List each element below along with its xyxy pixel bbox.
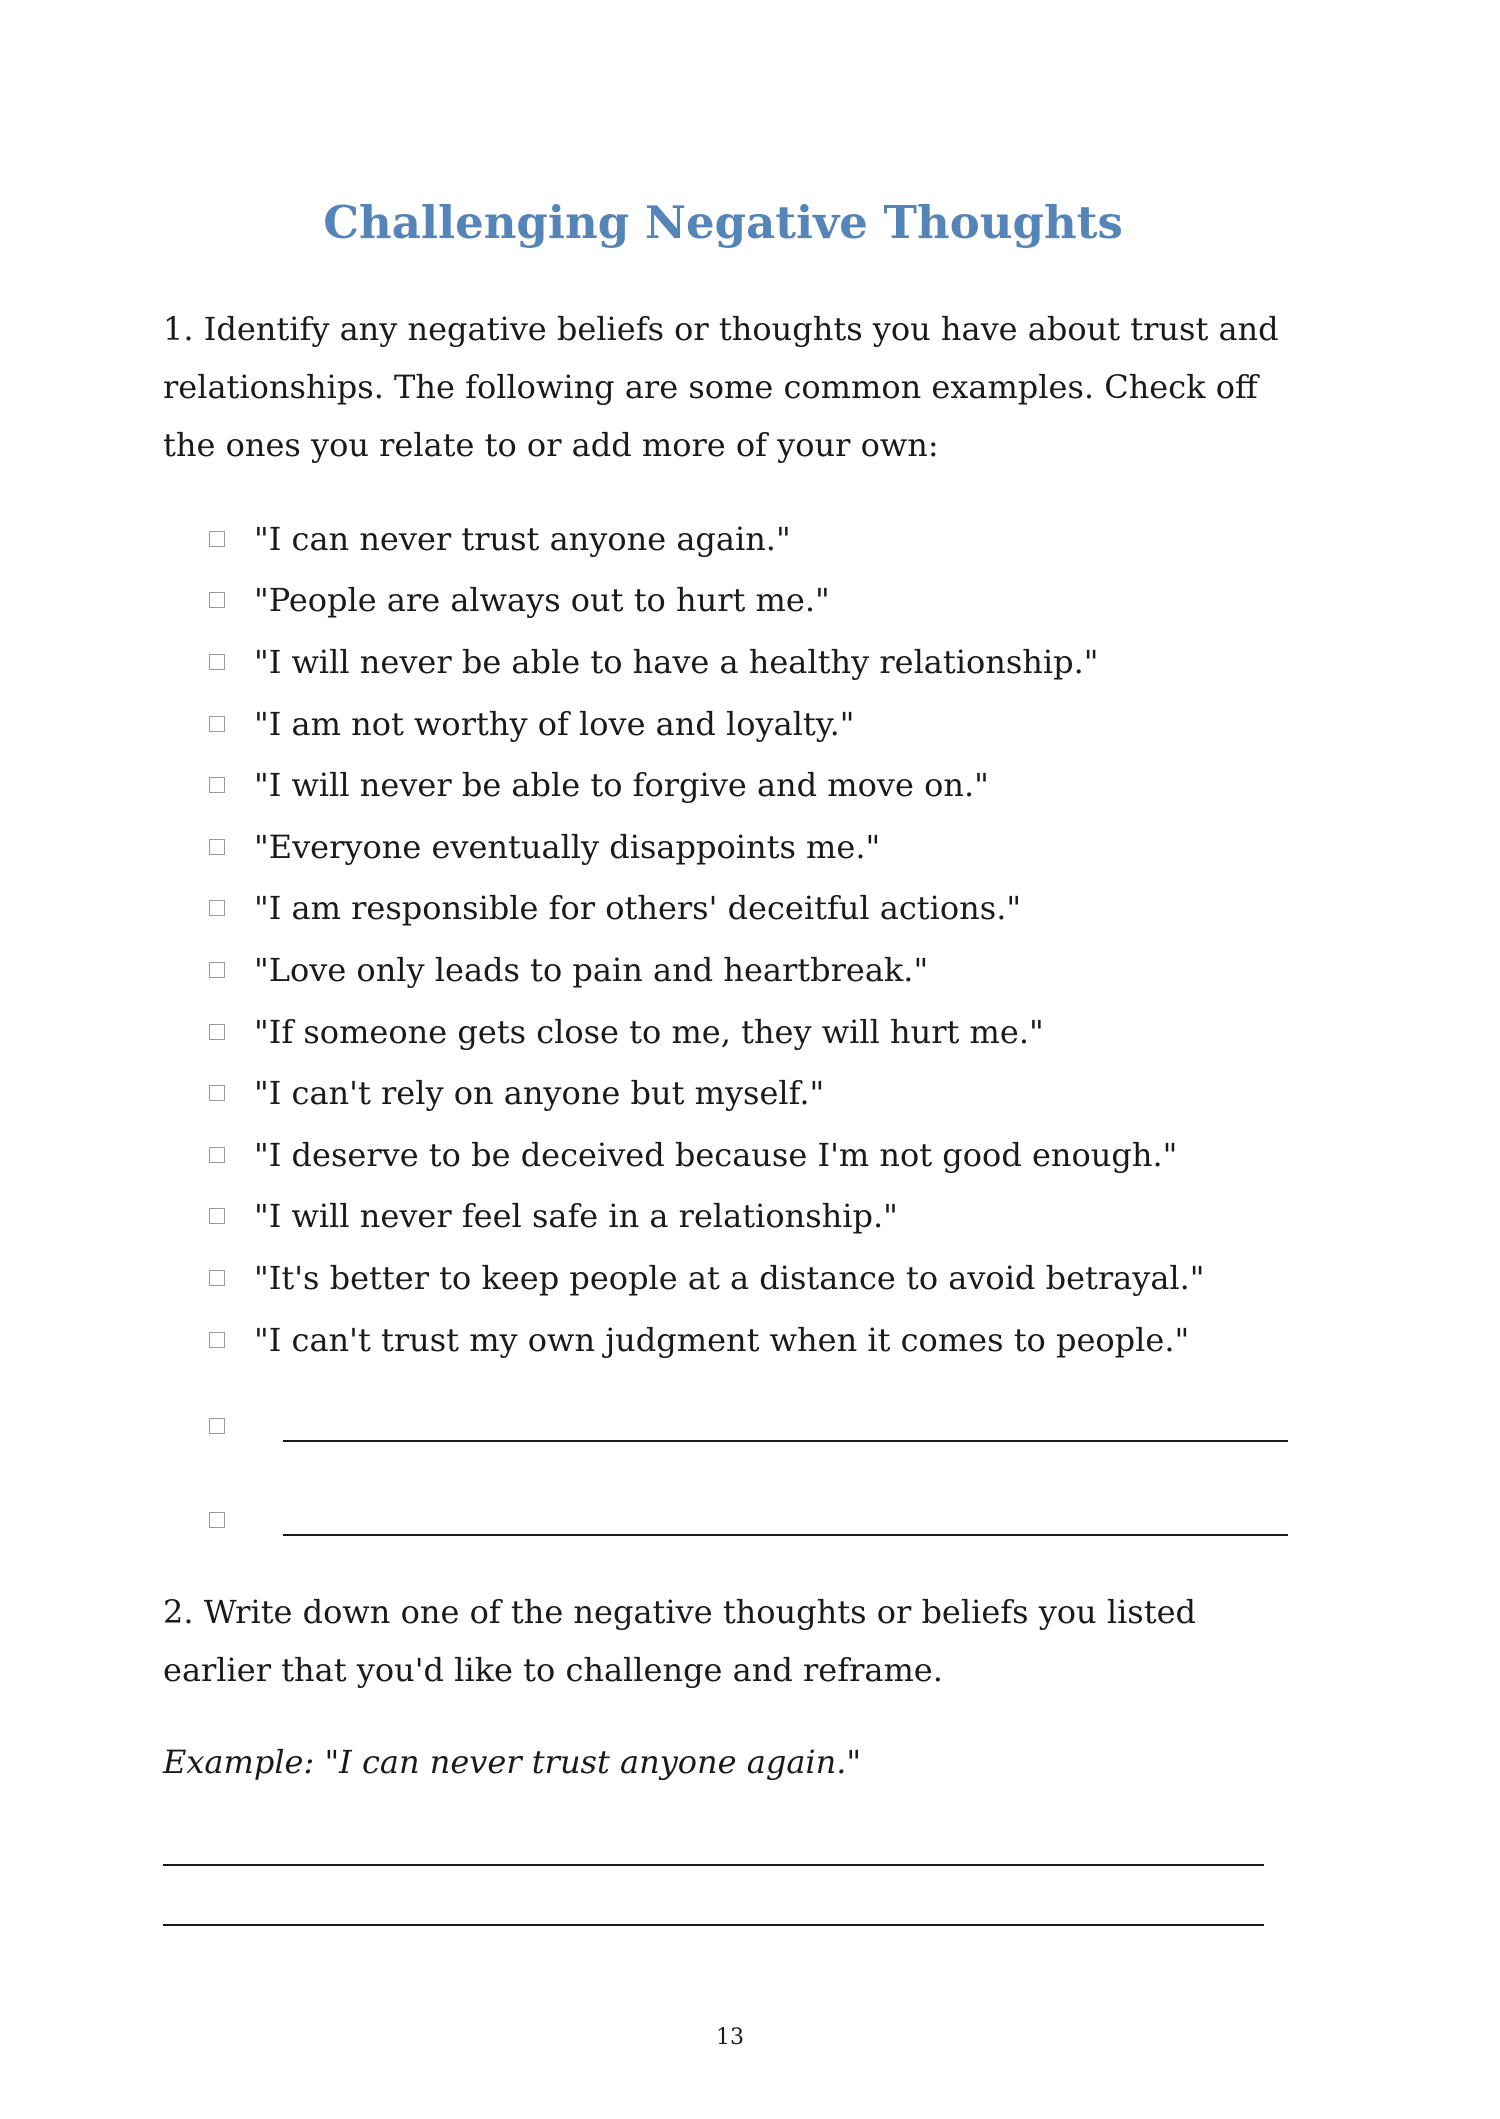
- checkbox[interactable]: [209, 1270, 225, 1286]
- answer-line[interactable]: [163, 1924, 1264, 1926]
- checkbox[interactable]: [209, 777, 225, 793]
- checklist-item-label: "Love only leads to pain and heartbreak.": [254, 950, 929, 989]
- checklist-item[interactable]: [209, 754, 1205, 816]
- checkbox[interactable]: [209, 1147, 225, 1163]
- checklist-item-label: "I am responsible for others' deceitful actions.": [254, 889, 1022, 928]
- checklist-item-label: "I can't trust my own judgment when it comes to people.": [254, 1320, 1190, 1359]
- answer-line[interactable]: [163, 1864, 1264, 1866]
- checkbox[interactable]: [209, 592, 225, 608]
- example-text: Example: "I can never trust anyone again.": [163, 1743, 862, 1781]
- checklist-item[interactable]: [209, 1309, 1205, 1371]
- checkbox[interactable]: [209, 839, 225, 855]
- checklist-item[interactable]: [209, 570, 1205, 632]
- belief-checklist: [209, 508, 1205, 1370]
- checklist-item[interactable]: [209, 693, 1205, 755]
- checklist-item[interactable]: [209, 631, 1205, 693]
- question-2: 2. Write down one of the negative thoughts or beliefs you listed earlier that you'd like to challenge and reframe.: [163, 1593, 1196, 1689]
- checklist-item-label: "I will never be able to forgive and move on.": [254, 766, 989, 805]
- page-title: Challenging Negative Thoughts: [323, 196, 1123, 249]
- checklist-item-label: "It's better to keep people at a distance to avoid betrayal.": [254, 1258, 1205, 1297]
- write-in-line[interactable]: [283, 1440, 1288, 1442]
- checklist-item-label: "I can never trust anyone again.": [254, 519, 791, 558]
- checklist-item-label: "I deserve to be deceived because I'm not good enough.": [254, 1135, 1178, 1174]
- checklist-item[interactable]: [209, 878, 1205, 940]
- checklist-item[interactable]: [209, 1001, 1205, 1063]
- custom-belief-entry[interactable]: [209, 1418, 1288, 1442]
- checkbox[interactable]: [209, 900, 225, 916]
- custom-belief-entry[interactable]: [209, 1512, 1288, 1536]
- checkbox[interactable]: [209, 1085, 225, 1101]
- checklist-item[interactable]: [209, 1186, 1205, 1248]
- checklist-item[interactable]: [209, 508, 1205, 570]
- checkbox[interactable]: [209, 716, 225, 732]
- checkbox[interactable]: [209, 1512, 225, 1528]
- checklist-item-label: "If someone gets close to me, they will hurt me.": [254, 1012, 1044, 1051]
- checklist-item-label: "I am not worthy of love and loyalty.": [254, 704, 855, 743]
- checklist-item[interactable]: [209, 1247, 1205, 1309]
- checklist-item[interactable]: [209, 816, 1205, 878]
- checklist-item-label: "I will never be able to have a healthy relationship.": [254, 642, 1099, 681]
- checkbox[interactable]: [209, 654, 225, 670]
- checklist-item-label: "I will never feel safe in a relationship.": [254, 1197, 898, 1236]
- checkbox[interactable]: [209, 531, 225, 547]
- checklist-item-label: "Everyone eventually disappoints me.": [254, 827, 881, 866]
- write-in-line[interactable]: [283, 1534, 1288, 1536]
- checkbox[interactable]: [209, 1208, 225, 1224]
- checklist-item[interactable]: [209, 939, 1205, 1001]
- page-number: 13: [716, 2025, 744, 2050]
- question-1: 1. Identify any negative beliefs or thoughts you have about trust and relationships. The following are some common examples. Check off the ones you relate to or add more of your own:: [163, 310, 1279, 464]
- checkbox[interactable]: [209, 1332, 225, 1348]
- checkbox[interactable]: [209, 1024, 225, 1040]
- checklist-item[interactable]: [209, 1062, 1205, 1124]
- checklist-item-label: "I can't rely on anyone but myself.": [254, 1074, 825, 1113]
- checklist-item[interactable]: [209, 1124, 1205, 1186]
- checkbox[interactable]: [209, 962, 225, 978]
- checklist-item-label: "People are always out to hurt me.": [254, 581, 830, 620]
- checkbox[interactable]: [209, 1418, 225, 1434]
